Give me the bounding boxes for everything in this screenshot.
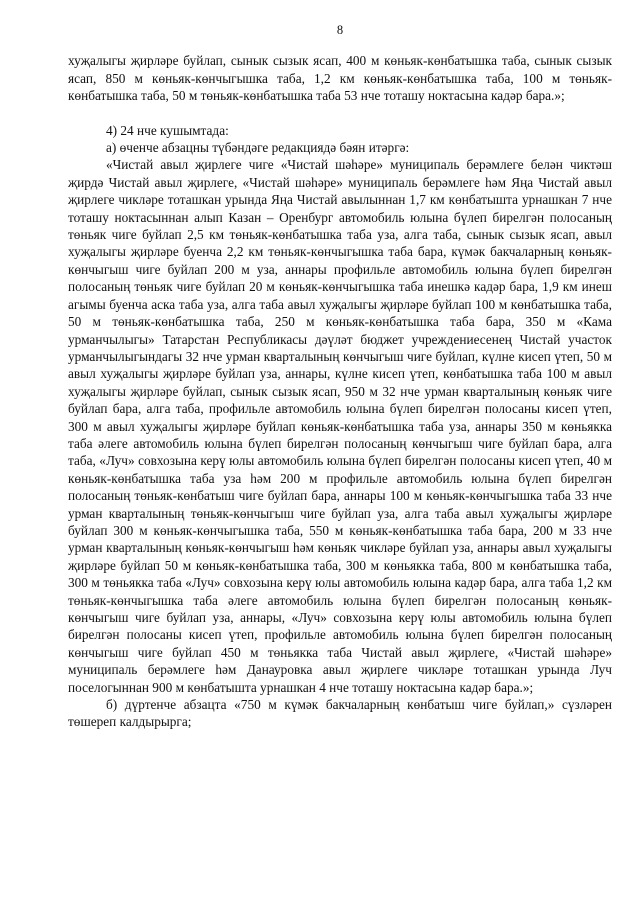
paragraph-subitem-a: а) өченче абзацны түбәндәге редакциядә бәян итәргә: [106,140,410,156]
paragraph-gap [68,105,612,122]
paragraph-quoted-boundary: «Чистай авыл җирлеге чиге «Чистай шәһәре» муниципаль берәмлеге белән чиктәш җирдә Чистай авыл җирлеге, «Чистай шәһәре» муниципаль берәмлеге һәм Яңа Чистай авыл җирлеге чикләре тоташкан урында Яңа Чистай авылыннан 1,7 км көнбатышта урнашкан 7 нче тоташу ноктасыннан алып Казан – Оренбург автомобиль юлына бүлеп бирелгән полосаның төньяк чиге буйлап 2,5 км төньяк-көнбатышка таба уза, алга таба, сынык сызык ясап, авыл хуҗалыгы җирләре буенча 2,2 км төньяк-көнчыгышка таба бара, күмәк бакчаларның көньяк-көнчыгыш чиге буйлап 200 м уза, аннары профильле автомобиль юлына бүлеп бирелгән полосаның төньяк чиге буйлап 20 м көньяк-көнчыгышка таба инешкә кадәр бара, 1,9 км инеш агымы буенча аска таба уза, алга таба авыл хуҗалыгы җирләре буйлап 100 м көнбатышка таба, 50 м төньяк-көнбатышка таба, 250 м көньяк-көнбатышка таба бара, 350 м «Кама урманчылыгы» Татарстан Республикасы дәүләт бюджет учреждениесенең Чистай участок урманчылыгындагы 32 нче урман кварталының көнчыгыш чиге буйлап, күлне кисеп үтеп, 50 м авыл хуҗалыгы җирләре буйлап уза, аннары, күлне кисеп үтеп, көнбатышка таба 100 м авыл хуҗалыгы җирләре буйлап, сынык сызык ясап, 950 м 32 нче урман кварталының көньяк чиге буйлап бара, алга таба, профильле автомобиль юлына бүлеп бирелгән полосаны кисеп үтеп, 300 м авыл хуҗалыгы җирләре буйлап көньяк-көнбатышка таба уза, аннары 350 м көньякка таба әлеге автомобиль юлына бүлеп бирелгән полосаның көнчыгыш чиге буйлап бара, алга таба, «Луч» совхозына керү юлы автомобиль юлына бүлеп бирелгән полосаны кисеп үтеп, 40 м көньяк-көнбатышка таба уза һәм 200 м профильле автомобиль юлына бүлеп бирелгән полосаның төньяк-көнбатыш чиге буйлап бара, аннары 100 м көньяк-көнчыгышка таба 33 нче урман кварталының төньяк-көнчыгыш чиге буйлап уза, алга таба авыл хуҗалыгы җирләре буйлап 300 м көньяк-көнчыгышка таба, 550 м көньяк-көнбатышка таба бара, 200 м 33 нче урман кварталының көньяк-көнчыгыш һәм көньяк чикләре буйлап уза, аннары авыл хуҗалыгы җирләре буйлап 50 м көньяк-көнбатышка таба, 300 м көньякка таба, 800 м көнбатышка таба, 300 м төньякка таба «Луч» совхозына керү юлы автомобиль юлына кадәр бара, алга таба 1,2 км төньяк-көнчыгышка таба әлеге автомобиль юлына бүлеп бирелгән полосаның көньяк-көнчыгыш чиге буйлап уза, аннары, «Луч» совхозына керү юлы автомобиль юлына бүлеп бирелгән полосаны кисеп үтеп, профильле автомобиль юлына бүлеп бирелгән полосаның көнчыгыш чиге буйлап 450 м төньякка таба Чистай авыл җирлеге, «Чистай шәһәре» муниципаль берәмлеге һәм Данауровка авыл җирлеге чикләре тоташкан урында Луч поселогыннан 900 м көнбатышта урнашкан 4 нче тоташу ноктасына кадәр бара.»; [68,157,612,695]
paragraph-continuation: хуҗалыгы җирләре буйлап, сынык сызык ясап, 400 м көньяк-көнбатышка таба, сынык сызык ясап, 850 м көньяк-көнчыгышка таба, 1,2 км көньяк-көнбатышка таба, 100 м төньяк-көнбатышка таба, 50 м төньяк-көнбатышка таба 53 нче тоташу ноктасына кадәр бара.»; [68,53,612,104]
paragraph-item-4: 4) 24 нче кушымтада: [106,122,229,138]
page-number: 8 [336,23,344,37]
paragraph-subitem-b: б) дүртенче абзацта «750 м күмәк бакчаларның көнбатыш чиге буйлап,» сүзләрен төшереп калдырырга; [68,697,612,730]
